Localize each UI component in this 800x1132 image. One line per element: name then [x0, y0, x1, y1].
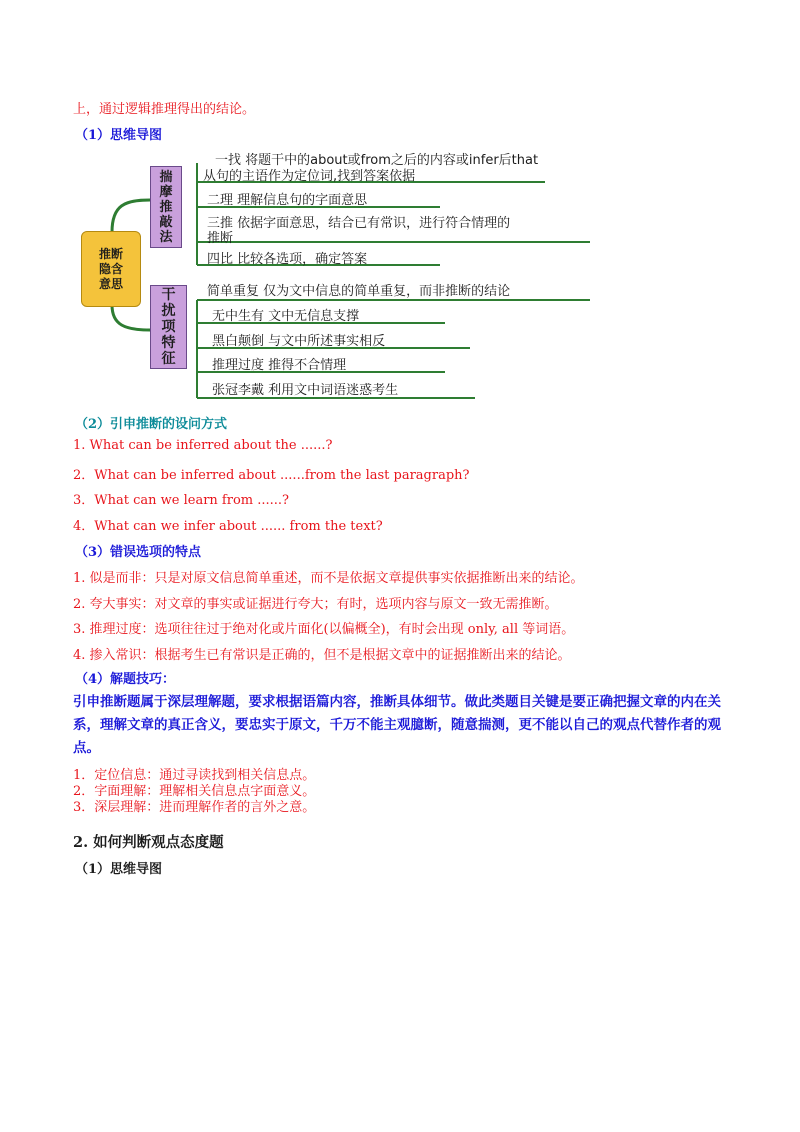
branch1-item: 推断 — [207, 231, 234, 246]
branch2-char: 项 — [161, 319, 176, 335]
mind-map-connectors — [0, 0, 800, 410]
section4-heading: （4）解题技巧： — [75, 672, 176, 687]
question-item: 4．What can we infer about ...... from the text? — [73, 519, 383, 534]
branch2-char: 特 — [161, 335, 176, 351]
center-line-2: 隐含 — [98, 261, 123, 276]
center-line-1: 推断 — [98, 246, 123, 261]
wrong-feature-item: 3. 推理过度：选项往往过于绝对化或片面化(以偏概全)，有时会出现 only, all 等词语。 — [73, 622, 575, 637]
tips-item: 1．定位信息：通过寻读找到相关信息点。 — [73, 768, 316, 783]
branch1-char: 推 — [159, 199, 173, 215]
branch1-item: 四比 比较各选项，确定答案 — [207, 252, 368, 267]
center-line-3: 意思 — [98, 276, 123, 291]
question-item: 2．What can be inferred about ......from the last paragraph? — [73, 468, 470, 483]
branch1-item: 一找 将题干中的about或from之后的内容或infer后that — [215, 153, 539, 168]
part2-sub-heading: （1）思维导图 — [75, 862, 163, 877]
branch1-char: 法 — [159, 229, 173, 245]
section2-heading: （2）引申推断的设问方式 — [75, 417, 228, 432]
branch1-char: 揣 — [159, 169, 173, 185]
branch1-char: 敲 — [159, 214, 173, 230]
tips-item: 3．深层理解：进而理解作者的言外之意。 — [73, 800, 316, 815]
part2-heading: 2. 如何判断观点态度题 — [73, 834, 224, 851]
wrong-feature-item: 4. 掺入常识：根据考生已有常识是正确的，但不是根据文章中的证据推断出来的结论。 — [73, 648, 571, 663]
intro-line: 上，通过逻辑推理得出的结论。 — [73, 102, 256, 117]
branch1-item: 三推 依据字面意思，结合已有常识，进行符合情理的 — [207, 216, 511, 231]
section1-heading: （1）思维导图 — [75, 128, 163, 143]
branch2-char: 征 — [161, 351, 176, 367]
branch2-char: 扰 — [161, 303, 176, 319]
branch1-item: 二理 理解信息句的字面意思 — [207, 193, 368, 208]
branch2-item: 张冠李戴 利用文中词语迷惑考生 — [212, 383, 399, 398]
question-item: 1. What can be inferred about the ......? — [73, 438, 333, 453]
tips-paragraph: 引申推断题属于深层理解题，要求根据语篇内容，推断具体细节。做此类题目关键是要正确把握文章的内在关系，理解文章的真正含义，要忠实于原文，千万不能主观臆断，随意揣测，更不能以自己的观点代替作者的观点。 — [73, 694, 721, 756]
mind-map-center — [81, 231, 141, 307]
mind-map — [0, 0, 800, 410]
branch2-item: 黑白颠倒 与文中所述事实相反 — [212, 334, 386, 349]
section3-heading: （3）错误选项的特点 — [75, 545, 202, 560]
tips-item: 2．字面理解：理解相关信息点字面意义。 — [73, 784, 316, 799]
branch1-label-box — [150, 166, 182, 248]
branch1-char: 摩 — [159, 184, 173, 200]
branch2-label-box — [150, 285, 187, 369]
branch2-item: 无中生有 文中无信息支撑 — [212, 309, 360, 324]
branch2-item: 简单重复 仅为文中信息的简单重复，而非推断的结论 — [207, 284, 511, 299]
branch2-item: 推理过度 推得不合情理 — [212, 358, 347, 373]
wrong-feature-item: 2. 夸大事实：对文章的事实或证据进行夸大；有时，选项内容与原文一致无需推断。 — [73, 597, 558, 612]
question-item: 3．What can we learn from ......? — [73, 493, 289, 508]
branch1-item: 从句的主语作为定位词,找到答案依据 — [203, 169, 416, 184]
wrong-feature-item: 1. 似是而非：只是对原文信息简单重述，而不是依据文章提供事实依据推断出来的结论。 — [73, 571, 584, 586]
branch2-char: 干 — [161, 287, 176, 303]
